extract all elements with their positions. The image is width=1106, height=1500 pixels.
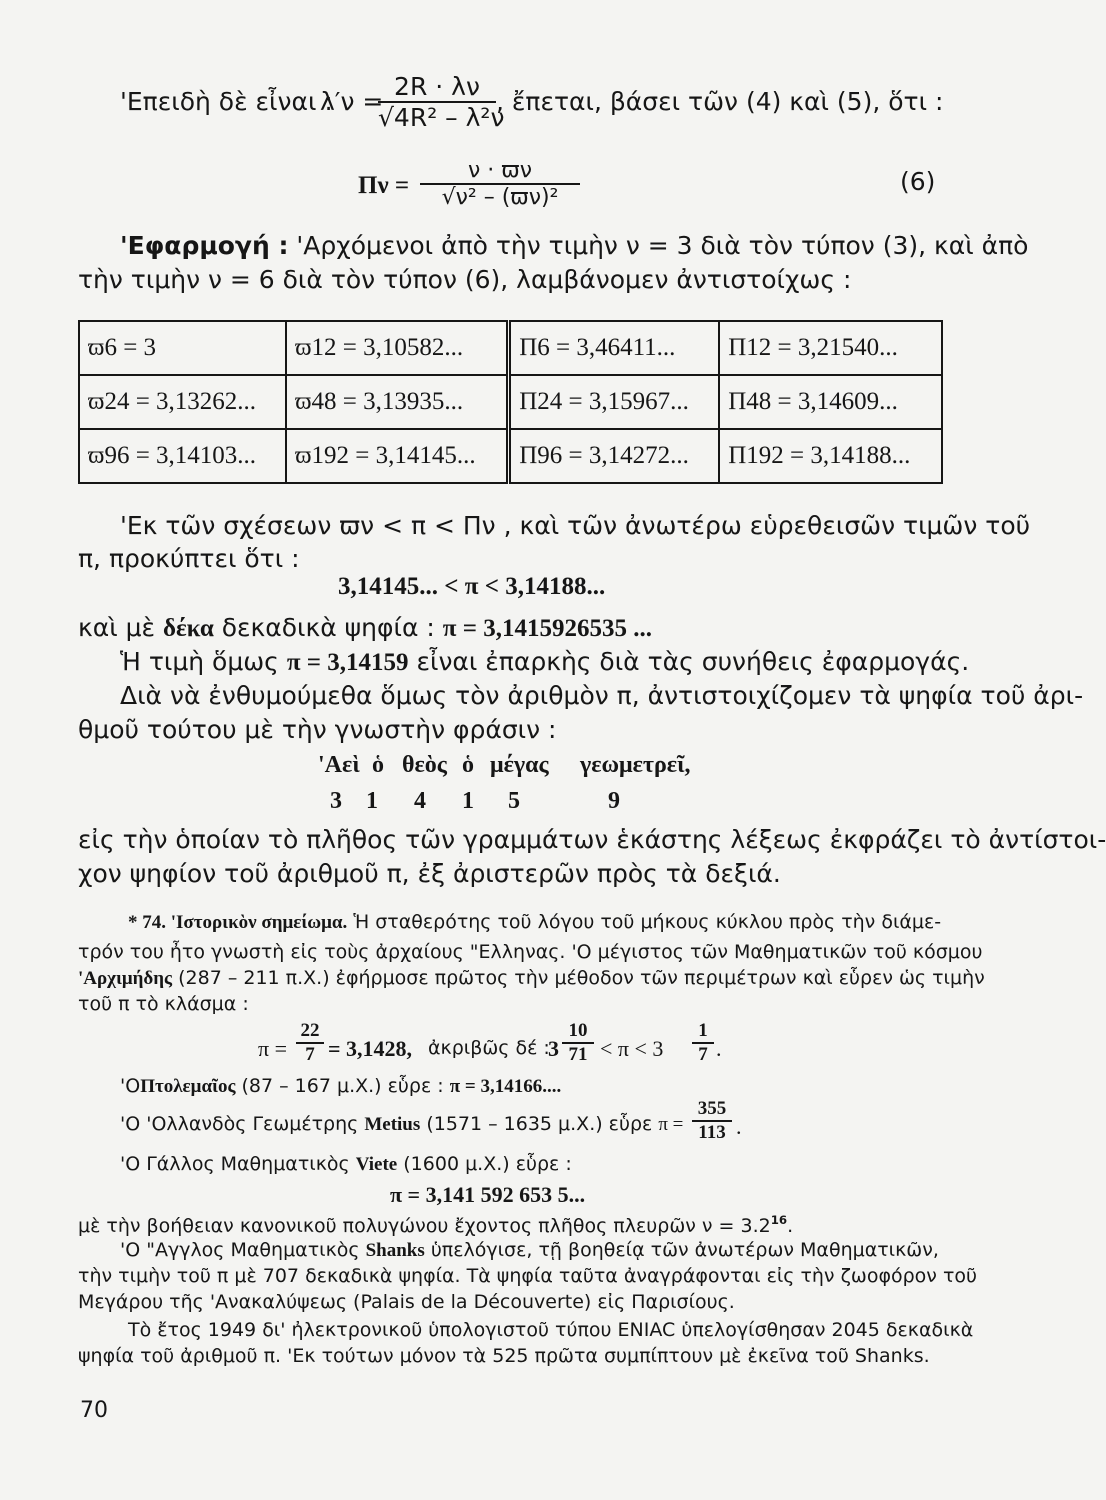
formula1-suffix: , ἔπεται, βάσει τῶν (4) καὶ (5), ὅτι : <box>496 87 944 116</box>
formula1-fraction <box>378 72 505 132</box>
mnemonic-after2: χον ψηφίον τοῦ ἀριθμοῦ π, ἐξ ἀριστερῶν πρὸς τὰ δεξιά. <box>78 859 781 888</box>
table-cell: ϖ12 = 3,10582... <box>286 321 509 375</box>
ten-digits-value: π = 3,1415926535 ... <box>442 615 652 642</box>
mnemonic-word: ὁ <box>372 752 384 778</box>
table-row <box>79 375 942 429</box>
viete-line <box>120 1154 572 1176</box>
mnemonic-digit: 5 <box>508 788 520 814</box>
table-row <box>79 429 942 483</box>
metius-den: 113 <box>698 1122 726 1143</box>
polygon-line <box>78 1214 793 1238</box>
practical-suffix: εἶναι ἐπαρκὴς διὰ τὰς συνήθεις ἐφαρμογάς. <box>416 647 970 676</box>
viete-name: Viete <box>355 1154 398 1175</box>
arch-lower-int: 3 <box>548 1036 559 1061</box>
formula2-numerator: ν · ϖν <box>420 158 580 185</box>
ten-digits-mid: δεκαδικὰ ψηφία : <box>221 613 435 642</box>
mnemonic-word: 'Αεὶ <box>318 752 360 778</box>
arch-value: = 3,1428, <box>328 1036 413 1061</box>
polygon-exponent: 16 <box>770 1213 788 1227</box>
table-row <box>79 321 942 375</box>
ptolemy-text: (87 – 167 μ.Χ.) εὗρε : <box>241 1075 444 1097</box>
arch-num: 22 <box>296 1020 324 1044</box>
application-line2: τὴν τιμὴν ν = 6 διὰ τὸν τύπον (6), λαμβάνομεν ἀντιστοίχως : <box>78 265 852 294</box>
practical-line <box>120 648 969 678</box>
application-text1: 'Αρχόμενοι ἀπὸ τὴν τιμὴν ν = 3 διὰ τὸν τύπον (3), καὶ ἀπὸ <box>296 231 1029 260</box>
ptolemy-name: Πτολεμαῖος <box>140 1076 236 1097</box>
table-cell: Π24 = 3,15967... <box>509 375 720 429</box>
mnemonic-word: μέγας <box>490 752 549 778</box>
table-cell: ϖ96 = 3,14103... <box>79 429 286 483</box>
arch-den: 7 <box>305 1044 315 1065</box>
relations-line2: π, προκύπτει ὅτι : <box>78 544 300 573</box>
formula2-fraction <box>420 158 580 210</box>
polygon-text: μὲ τὴν βοήθειαν κανονικοῦ πολυγώνου ἔχοντος πλῆθος πλευρῶν ν = 3.2 <box>78 1215 771 1238</box>
history-text: (287 – 211 π.Χ.) ἐφήρμοσε πρῶτος τὴν μέθοδον τῶν περιμέτρων καὶ εὗρεν ὡς τιμὴν <box>178 967 985 989</box>
viete-value: π = 3,141 592 653 5... <box>390 1182 586 1207</box>
page-number: 70 <box>80 1398 108 1423</box>
table-cell: Π192 = 3,14188... <box>719 429 942 483</box>
arch-fraction <box>296 1020 324 1066</box>
mnemonic-word: θεὸς <box>402 752 447 778</box>
arch-mid: < π < 3 <box>600 1036 664 1061</box>
table-cell: ϖ24 = 3,13262... <box>79 375 286 429</box>
arch-upper-den: 7 <box>698 1044 708 1065</box>
mnemonic-intro2: θμοῦ τούτου μὲ τὴν γνωστὴν φράσιν : <box>78 715 557 744</box>
arch-exact: ἀκριβῶς δέ : <box>428 1037 550 1059</box>
formula1-denominator: √4R² – λ²ν <box>378 103 505 132</box>
formula1-lhs: λ′ν = <box>320 87 384 116</box>
metius-line <box>120 1114 683 1136</box>
shanks-line1 <box>120 1240 939 1262</box>
metius-num: 355 <box>692 1098 732 1122</box>
table-cell: Π96 = 3,14272... <box>509 429 720 483</box>
ten-word: δέκα <box>163 615 214 642</box>
mnemonic-word: ὁ <box>462 752 474 778</box>
mnemonic-digit: 1 <box>462 788 474 814</box>
shanks-line3: Μεγάρου τῆς 'Ανακαλύψεως (Palais de la Découverte) εἰς Παρισίους. <box>78 1291 735 1313</box>
arch-lower-fraction <box>562 1020 594 1066</box>
metius-fraction <box>692 1098 732 1144</box>
metius-prefix: 'Ο 'Ολλανδὸς Γεωμέτρης <box>120 1113 359 1135</box>
formula2-tag: (6) <box>900 167 936 196</box>
metius-text: (1571 – 1635 μ.Χ.) εὗρε <box>426 1113 653 1135</box>
arch-end: . <box>716 1036 722 1061</box>
shanks-name: Shanks <box>365 1240 425 1261</box>
mnemonic-digit: 9 <box>608 788 620 814</box>
values-table <box>78 320 943 484</box>
metius-end: . <box>736 1114 742 1139</box>
history-heading: * 74. 'Ιστορικὸν σημείωμα. <box>128 912 348 933</box>
arch-lower-num: 10 <box>562 1020 594 1044</box>
mnemonic-digit: 4 <box>414 788 426 814</box>
table-cell: Π6 = 3,46411... <box>509 321 720 375</box>
formula2-denominator: √ν² – (ϖν)² <box>441 185 559 210</box>
pi-bounds: 3,14145... < π < 3,14188... <box>338 573 606 600</box>
shanks-text: ὑπελόγισε, τῇ βοηθείᾳ τῶν ἀνωτέρων Μαθηματικῶν, <box>430 1239 939 1261</box>
formula1-prefix: 'Επειδὴ δὲ εἶναι : <box>120 87 333 116</box>
formula2-lhs: Πν = <box>358 172 410 199</box>
eniac-line1: Τὸ ἔτος 1949 δι' ἠλεκτρονικοῦ ὑπολογιστοῦ τύπου ENIAC ὑπελογίσθησαν 2045 δεκαδικὰ <box>128 1319 974 1341</box>
table-cell: ϖ6 = 3 <box>79 321 286 375</box>
viete-prefix: 'Ο Γάλλος Μαθηματικὸς <box>120 1153 350 1175</box>
table-cell: Π12 = 3,21540... <box>719 321 942 375</box>
table-cell: Π48 = 3,14609... <box>719 375 942 429</box>
arch-pi-eq: π = <box>258 1036 288 1061</box>
practical-value: π = 3,14159 <box>286 649 409 676</box>
table-cell: ϖ192 = 3,14145... <box>286 429 509 483</box>
history-line1 <box>128 912 941 934</box>
table-cell: ϖ48 = 3,13935... <box>286 375 509 429</box>
eniac-line2: ψηφία τοῦ ἀριθμοῦ π. 'Εκ τούτων μόνον τὰ 525 πρῶτα συμπίπτουν μὲ ἐκεῖνα τοῦ Shanks. <box>78 1345 930 1367</box>
history-line4: τοῦ π τὸ κλάσμα : <box>78 993 249 1015</box>
application-label: 'Εφαρμογή : <box>120 231 289 260</box>
mnemonic-intro1: Διὰ νὰ ἐνθυμούμεθα ὅμως τὸν ἀριθμὸν π, ἀντιστοιχίζομεν τὰ ψηφία τοῦ ἀρι- <box>120 681 1084 710</box>
viete-text: (1600 μ.Χ.) εὗρε : <box>403 1153 572 1175</box>
ptolemy-line <box>120 1076 561 1098</box>
relations-line1: 'Εκ τῶν σχέσεων ϖν < π < Πν , καὶ τῶν ἀνωτέρω εὑρεθεισῶν τιμῶν τοῦ <box>120 511 1031 540</box>
mnemonic-digit: 1 <box>366 788 378 814</box>
archimedes-name: 'Αρχιμήδης <box>78 968 173 989</box>
arch-upper-fraction <box>692 1020 714 1066</box>
ptolemy-value: π = 3,14166.... <box>449 1076 562 1097</box>
mnemonic-word: γεωμετρεῖ, <box>580 752 691 778</box>
polygon-end: . <box>787 1215 794 1238</box>
history-line3 <box>78 968 985 990</box>
metius-name: Metius <box>364 1114 421 1135</box>
history-text: Ἡ σταθερότης τοῦ λόγου τοῦ μήκους κύκλου πρὸς τὴν διάμε- <box>353 911 942 933</box>
history-line2: τρόν του ἦτο γνωστὴ εἰς τοὺς ἀρχαίους "Ελληνας. 'Ο μέγιστος τῶν Μαθηματικῶν τοῦ κόσμου <box>78 941 983 963</box>
ten-digits-prefix: καὶ μὲ <box>78 613 156 642</box>
ptolemy-prefix: 'Ο <box>120 1075 141 1097</box>
mnemonic-after1: εἰς τὴν ὁποίαν τὸ πλῆθος τῶν γραμμάτων ἑκάστης λέξεως ἐκφράζει τὸ ἀντίστοι- <box>78 825 1106 854</box>
arch-lower-den: 71 <box>568 1044 588 1065</box>
practical-prefix: Ἡ τιμὴ ὅμως <box>120 647 279 676</box>
metius-pi: π = <box>658 1114 684 1135</box>
formula1-numerator: 2R · λν <box>378 72 496 103</box>
arch-upper-num: 1 <box>692 1020 714 1044</box>
ten-digits-line <box>78 614 652 644</box>
application-line1 <box>120 232 1028 261</box>
mnemonic-digit: 3 <box>330 788 342 814</box>
shanks-line2: τὴν τιμὴν τοῦ π μὲ 707 δεκαδικὰ ψηφία. Τὰ ψηφία ταῦτα ἀναγράφονται εἰς τὴν ζωοφόρον τοῦ <box>78 1265 978 1287</box>
shanks-prefix: 'Ο "Αγγλος Μαθηματικὸς <box>120 1239 360 1261</box>
